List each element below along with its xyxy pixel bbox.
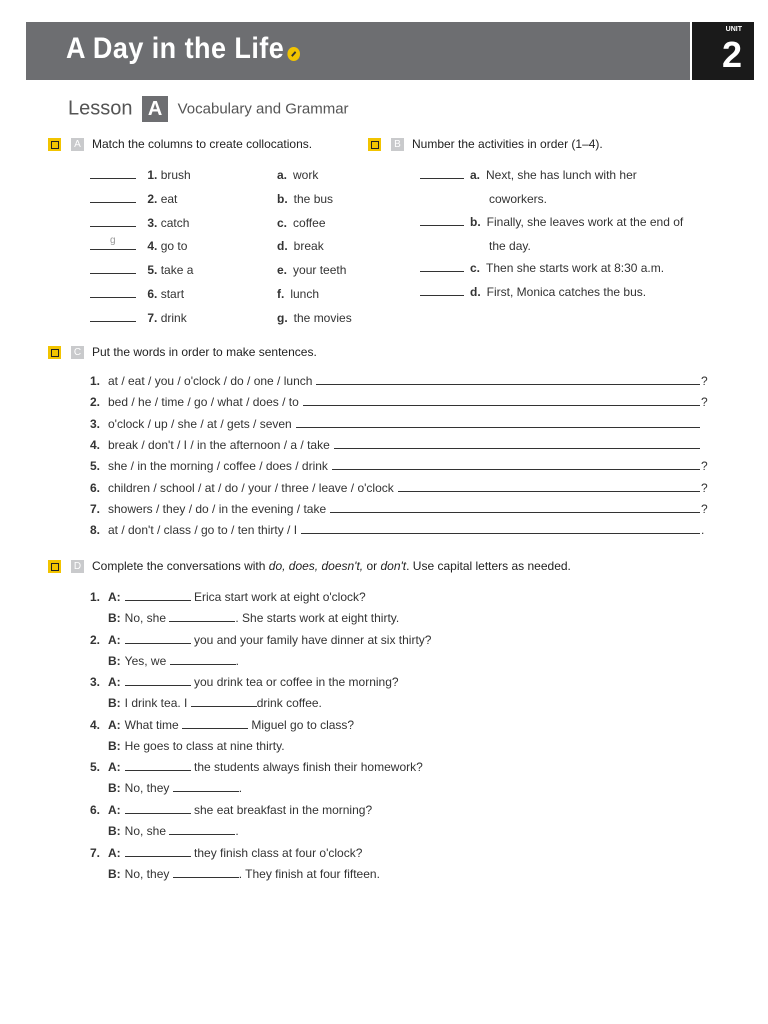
sentence-answer-line[interactable] <box>332 459 700 470</box>
item-letter: b. <box>277 192 288 206</box>
sentence-end-mark: ? <box>701 395 708 409</box>
item-text: drink <box>160 311 187 325</box>
answer-blank[interactable] <box>170 654 236 665</box>
lesson-word: Lesson <box>68 97 133 120</box>
conversation-b-line <box>108 781 242 795</box>
order-answer-blank[interactable] <box>420 168 464 179</box>
order-answer-blank[interactable] <box>420 215 464 226</box>
conversation-b-line <box>108 696 322 710</box>
sentence-item <box>90 481 700 495</box>
line-text: Miguel go to class? <box>248 718 355 732</box>
exercise-c-heading <box>48 345 317 359</box>
item-number: 5. <box>90 760 101 774</box>
item-number: 4. <box>144 239 161 253</box>
exercise-instruction: Number the activities in order (1–4). <box>412 137 603 151</box>
line-text: drink coffee. <box>256 696 322 710</box>
match-right-item <box>277 192 333 206</box>
item-number: 7. <box>144 311 161 325</box>
match-left-item <box>90 192 177 206</box>
sentence-answer-line[interactable] <box>296 417 700 428</box>
speaker-a-label: A: <box>108 760 121 774</box>
item-text: Then she starts work at 8:30 a.m. <box>486 261 665 275</box>
item-number: 5. <box>90 459 101 473</box>
item-text: the bus <box>293 192 334 206</box>
match-answer-blank[interactable] <box>90 192 136 203</box>
match-left-item <box>90 311 187 325</box>
item-number: 7. <box>90 846 101 860</box>
item-text: the movies <box>293 311 352 325</box>
item-number: 1. <box>144 168 161 182</box>
conversation-b-line <box>108 824 239 838</box>
order-item <box>420 261 664 275</box>
line-text: No, they <box>124 867 170 881</box>
speaker-a-label: A: <box>108 803 121 817</box>
order-answer-blank[interactable] <box>420 261 464 272</box>
item-text: break <box>293 239 324 253</box>
item-number: 5. <box>144 263 161 277</box>
conversation-a-line <box>90 803 372 817</box>
item-letter: b. <box>470 215 481 229</box>
match-right-item <box>277 216 326 230</box>
scrambled-words: she / in the morning / coffee / does / drink <box>108 459 328 473</box>
line-text: Erica start work at eight o'clock? <box>190 590 366 604</box>
conversation-a-line <box>90 633 431 647</box>
sentence-item <box>90 438 700 452</box>
workbook-icon <box>48 560 61 573</box>
match-answer-blank[interactable] <box>90 263 136 274</box>
scrambled-words: break / don't / I / in the afternoon / a / take <box>108 438 330 452</box>
sentence-item <box>90 374 700 388</box>
conversation-a-line <box>90 590 366 604</box>
match-right-item <box>277 168 318 182</box>
item-letter: d. <box>277 239 288 253</box>
item-number: 2. <box>90 395 101 409</box>
scrambled-words: at / eat / you / o'clock / do / one / lunch <box>108 374 313 388</box>
speaker-b-label: B: <box>108 654 121 668</box>
line-text: . She starts work at eight thirty. <box>235 611 400 625</box>
sentence-end-mark: ? <box>701 481 708 495</box>
item-number: 6. <box>90 803 101 817</box>
sentence-answer-line[interactable] <box>398 481 700 492</box>
scrambled-words: o'clock / up / she / at / gets / seven <box>108 417 292 431</box>
sentence-answer-line[interactable] <box>303 395 700 406</box>
item-number: 2. <box>144 192 161 206</box>
exercise-b-heading <box>368 137 603 151</box>
answer-blank[interactable] <box>125 803 191 814</box>
item-letter: c. <box>470 261 481 275</box>
match-right-item <box>277 311 352 325</box>
order-item-continued: coworkers. <box>489 192 548 206</box>
item-number: 3. <box>90 675 101 689</box>
workbook-icon <box>48 138 61 151</box>
scrambled-words: children / school / at / do / your / three / leave / o'clock <box>108 481 394 495</box>
item-text: lunch <box>290 287 320 301</box>
conversation-a-line <box>90 718 354 732</box>
speaker-b-label: B: <box>108 611 121 625</box>
workbook-icon <box>48 346 61 359</box>
answer-blank[interactable] <box>169 824 235 835</box>
item-text: start <box>160 287 185 301</box>
sentence-answer-line[interactable] <box>334 438 700 449</box>
conversation-a-line <box>90 760 423 774</box>
pencil-icon <box>288 47 301 61</box>
item-letter: e. <box>277 263 288 277</box>
answer-blank[interactable] <box>125 675 191 686</box>
match-answer-blank[interactable] <box>90 235 136 250</box>
line-text: What time <box>124 718 183 732</box>
page-title: A Day in the Life <box>66 32 300 66</box>
answer-blank[interactable] <box>125 590 191 601</box>
item-number: 2. <box>90 633 101 647</box>
line-text: you drink tea or coffee in the morning? <box>190 675 399 689</box>
unit-badge <box>692 22 754 80</box>
item-number: 6. <box>144 287 161 301</box>
sentence-item <box>90 523 700 537</box>
match-answer-blank[interactable] <box>90 311 136 322</box>
sentence-end-mark: ? <box>701 459 708 473</box>
item-number: 4. <box>90 438 101 452</box>
item-letter: f. <box>277 287 285 301</box>
exercise-instruction: Put the words in order to make sentences. <box>92 345 317 359</box>
title-banner <box>26 22 690 80</box>
speaker-b-label: B: <box>108 867 121 881</box>
sentence-item <box>90 395 700 409</box>
item-number: 8. <box>90 523 101 537</box>
sentence-item <box>90 502 700 516</box>
speaker-a-label: A: <box>108 675 121 689</box>
line-text: No, she <box>124 824 167 838</box>
exercise-instruction: Complete the conversations with do, does, doesn't, or don't. Use capital letters as needed. <box>92 559 571 573</box>
order-item <box>420 215 683 229</box>
item-number: 3. <box>90 417 101 431</box>
exercise-letter: C <box>71 346 84 359</box>
exercise-a-heading <box>48 137 312 151</box>
line-text: . They finish at four fifteen. <box>238 867 380 881</box>
item-number: 3. <box>144 216 161 230</box>
line-text: . <box>238 781 243 795</box>
sentence-item <box>90 417 700 431</box>
sentence-end-mark: ? <box>701 374 708 388</box>
item-text: coffee <box>293 216 326 230</box>
line-text: He goes to class at nine thirty. <box>124 739 285 753</box>
match-left-item <box>90 168 191 182</box>
order-answer-blank[interactable] <box>420 285 464 296</box>
sentence-item <box>90 459 700 473</box>
speaker-b-label: B: <box>108 696 121 710</box>
exercise-d-heading <box>48 559 571 573</box>
line-text: No, she <box>124 611 167 625</box>
item-number: 4. <box>90 718 101 732</box>
line-text: I drink tea. I <box>124 696 188 710</box>
line-text: . <box>235 654 239 668</box>
sentence-answer-line[interactable] <box>330 502 700 513</box>
scrambled-words: at / don't / class / go to / ten thirty / I <box>108 523 298 537</box>
item-letter: a. <box>277 168 288 182</box>
item-text: eat <box>160 192 178 206</box>
speaker-a-label: A: <box>108 590 121 604</box>
match-left-item <box>90 235 188 253</box>
line-text: she eat breakfast in the morning? <box>190 803 373 817</box>
sentence-answer-line[interactable] <box>301 523 700 534</box>
answer-blank[interactable] <box>173 867 239 878</box>
item-letter: a. <box>470 168 481 182</box>
match-left-item <box>90 216 189 230</box>
sentence-end-mark: . <box>701 523 705 537</box>
item-number: 1. <box>90 590 101 604</box>
conversation-a-line <box>90 675 399 689</box>
match-right-item <box>277 263 346 277</box>
match-right-item <box>277 287 319 301</box>
line-text: the students always finish their homework? <box>190 760 423 774</box>
exercise-letter: B <box>391 138 404 151</box>
conversation-b-line <box>108 611 399 625</box>
scrambled-words: showers / they / do / in the evening / take <box>108 502 327 516</box>
match-left-item <box>90 263 193 277</box>
speaker-a-label: A: <box>108 846 121 860</box>
conversation-a-line <box>90 846 362 860</box>
lesson-heading <box>68 96 349 122</box>
workbook-icon <box>368 138 381 151</box>
conversation-b-line <box>108 867 380 881</box>
answer-blank[interactable] <box>169 611 235 622</box>
item-letter: d. <box>470 285 481 299</box>
answer-blank[interactable] <box>125 760 191 771</box>
speaker-b-label: B: <box>108 781 121 795</box>
item-letter: g. <box>277 311 288 325</box>
line-text: you and your family have dinner at six thirty? <box>190 633 432 647</box>
item-text: take a <box>160 263 194 277</box>
item-text: go to <box>160 239 188 253</box>
item-text: Next, she has lunch with her <box>486 168 637 182</box>
speaker-b-label: B: <box>108 739 121 753</box>
lesson-letter: A <box>142 96 168 122</box>
match-answer-blank[interactable] <box>90 216 136 227</box>
item-text: your teeth <box>293 263 347 277</box>
match-right-item <box>277 239 324 253</box>
answer-blank[interactable] <box>191 696 257 707</box>
conversation-b-line <box>108 654 239 668</box>
unit-label: UNIT <box>725 26 742 33</box>
order-item <box>420 285 646 299</box>
answer-blank[interactable] <box>173 781 239 792</box>
answer-blank[interactable] <box>125 633 191 644</box>
answer-blank[interactable] <box>182 718 248 729</box>
unit-number: 2 <box>721 34 742 75</box>
item-text: First, Monica catches the bus. <box>486 285 647 299</box>
scrambled-words: bed / he / time / go / what / does / to <box>108 395 299 409</box>
item-text: brush <box>160 168 191 182</box>
line-text: . <box>235 824 239 838</box>
pencil-mark: g <box>110 235 116 246</box>
lesson-subtitle: Vocabulary and Grammar <box>177 100 349 118</box>
item-number: 6. <box>90 481 101 495</box>
conversation-b-line <box>108 739 285 753</box>
exercise-letter: A <box>71 138 84 151</box>
sentence-end-mark: ? <box>701 502 708 516</box>
sentence-answer-line[interactable] <box>316 374 700 385</box>
item-number: 7. <box>90 502 101 516</box>
item-letter: c. <box>277 216 288 230</box>
line-text: Yes, we <box>124 654 167 668</box>
match-answer-blank[interactable] <box>90 168 136 179</box>
order-item-continued: the day. <box>489 239 531 253</box>
answer-blank[interactable] <box>125 846 191 857</box>
speaker-a-label: A: <box>108 633 121 647</box>
item-text: catch <box>160 216 190 230</box>
exercise-letter: D <box>71 560 84 573</box>
item-number: 1. <box>90 374 101 388</box>
line-text: No, they <box>124 781 170 795</box>
exercise-instruction: Match the columns to create collocations. <box>92 137 313 151</box>
match-left-item <box>90 287 184 301</box>
speaker-a-label: A: <box>108 718 121 732</box>
item-text: Finally, she leaves work at the end of <box>486 215 684 229</box>
match-answer-blank[interactable] <box>90 287 136 298</box>
item-text: work <box>293 168 319 182</box>
line-text: they finish class at four o'clock? <box>190 846 363 860</box>
speaker-b-label: B: <box>108 824 121 838</box>
order-item <box>420 168 637 182</box>
